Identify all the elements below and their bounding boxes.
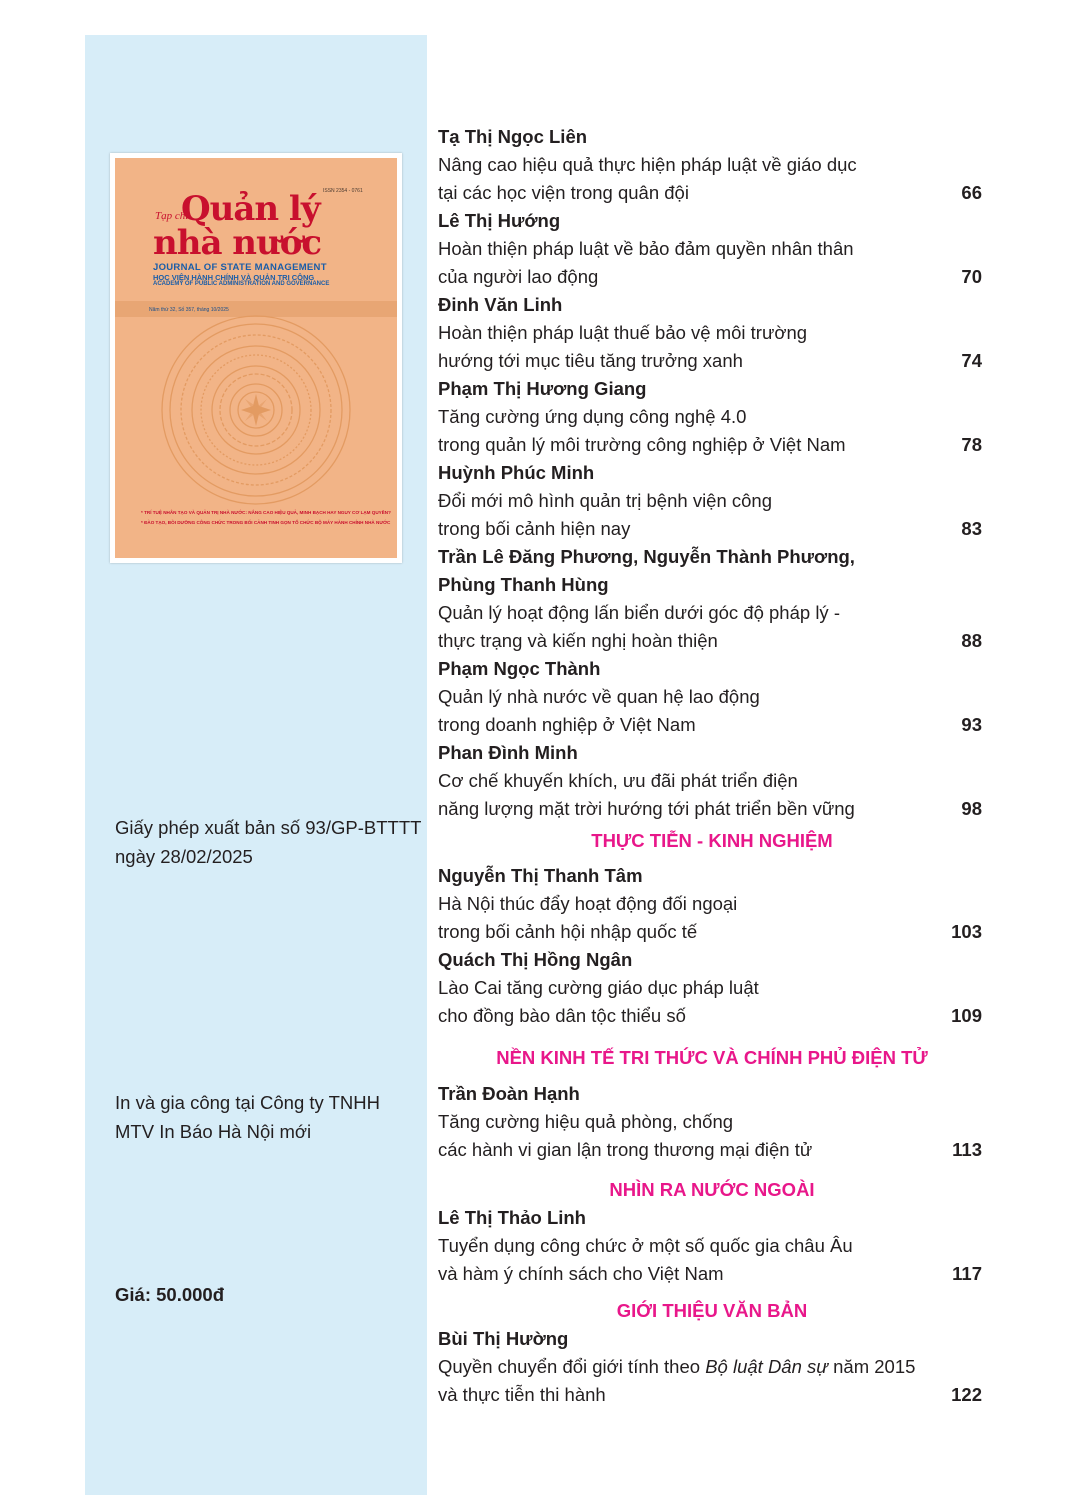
toc-page-number: 98 [961,798,982,819]
section-heading-abroad: NHÌN RA NƯỚC NGOÀI [609,1179,815,1200]
toc-title-line: cho đồng bào dân tộc thiểu số [438,1005,686,1026]
toc-author: Nguyễn Thị Thanh Tâm [438,865,643,886]
toc-entry [438,739,986,823]
printer-line-1: In và gia công tại Công ty TNHH [115,1092,380,1113]
toc-page-number: 88 [961,630,982,651]
toc-author: Lê Thị Thảo Linh [438,1207,586,1228]
bronze-drum-illustration [133,315,379,505]
toc-title-line: Tăng cường hiệu quả phòng, chống [438,1111,734,1132]
toc-title-line: Quản lý nhà nước về quan hệ lao động [438,686,760,707]
price: Giá: 50.000đ [115,1284,225,1305]
toc-author: Phạm Thị Hương Giang [438,378,647,399]
toc-title-line: và thực tiễn thi hành [438,1384,606,1405]
magazine-cover [110,153,402,563]
license-line-1: Giấy phép xuất bản số 93/GP-BTTTT [115,817,422,838]
printer-line-2: MTV In Báo Hà Nội mới [115,1121,312,1142]
cover-tap-chi: Tạp chí [155,210,189,222]
toc-title-line: Hà Nội thúc đẩy hoạt động đối ngoại [438,893,738,914]
toc-title-line: Lào Cai tăng cường giáo dục pháp luật [438,977,759,998]
publishing-license [115,813,421,871]
toc-author: Tạ Thị Ngọc Liên [438,126,588,147]
cover-academy-en: ACADEMY OF PUBLIC ADMINISTRATION AND GOVERNANCE [153,281,330,287]
section-heading-practice: THỰC TIỄN - KINH NGHIỆM [591,830,833,851]
toc-page-number: 113 [952,1139,982,1160]
toc-title-line: của người lao động [438,266,599,287]
toc-title-line: năng lượng mặt trời hướng tới phát triển bền vững [438,798,855,819]
toc-page-number: 70 [961,266,982,287]
section-heading-documents: GIỚI THIỆU VĂN BẢN [616,1300,808,1321]
section-heading-knowledge-economy: NỀN KINH TẾ TRI THỨC VÀ CHÍNH PHỦ ĐIỆN TỬ [496,1047,928,1068]
cover-title-line2: nhà nước [153,223,322,263]
toc-author: Trần Đoàn Hạnh [438,1083,580,1104]
toc-title-line: trong bối cảnh hội nhập quốc tế [438,921,698,942]
toc-page-number: 109 [951,1005,982,1026]
cover-journal-en: JOURNAL OF STATE MANAGEMENT [153,262,327,273]
toc-author: Huỳnh Phúc Minh [438,462,595,483]
toc-entry [438,862,986,946]
toc-entry [438,459,986,543]
toc-title-line: Hoàn thiện pháp luật thuế bảo vệ môi trường [438,322,808,343]
toc-page-number: 78 [961,434,982,455]
toc-title-line: trong quản lý môi trường công nghiệp ở Việt Nam [438,434,846,455]
toc-page-number: 122 [951,1384,982,1405]
toc-author: Quách Thị Hồng Ngân [438,949,633,970]
toc-title-line: tại các học viện trong quân đội [438,182,689,203]
cover-title-line1: Quản lý [181,189,320,229]
toc-entry [438,123,986,207]
toc-author: Phạm Ngọc Thành [438,658,601,679]
table-of-contents [438,123,986,1409]
toc-page-number: 103 [951,921,982,942]
cover-headline-1: * TRÍ TUỆ NHÂN TẠO VÀ QUẢN TRỊ NHÀ NƯỚC: NÂNG CAO HIỆU QUẢ, MINH BẠCH HAY NGUY CƠ LẠM QUYỀN? [141,510,391,515]
toc-title-line: và hàm ý chính sách cho Việt Nam [438,1263,724,1284]
toc-title-line: các hành vi gian lận trong thương mại điện tử [438,1139,813,1160]
cover-issn: ISSN 2354 - 0761 [323,188,363,194]
toc-entry [438,1080,986,1164]
toc-entry [438,543,986,655]
toc-entry [438,291,986,375]
toc-author: Bùi Thị Hường [438,1328,569,1349]
toc-title-line: hướng tới mục tiêu tăng trưởng xanh [438,350,743,371]
toc-entry [438,375,986,459]
license-line-2: ngày 28/02/2025 [115,846,253,867]
toc-title-line: Cơ chế khuyến khích, ưu đãi phát triển điện [438,770,798,791]
cover-academy-vn: HỌC VIỆN HÀNH CHÍNH VÀ QUẢN TRỊ CÔNG [153,273,315,282]
toc-title-line: thực trạng và kiến nghị hoàn thiện [438,630,718,651]
printer-info [115,1088,380,1146]
toc-title-line: Tăng cường ứng dụng công nghệ 4.0 [438,406,747,427]
toc-page-number: 74 [961,350,982,371]
toc-page-number: 83 [961,518,982,539]
toc-title-line: trong doanh nghiệp ở Việt Nam [438,714,696,735]
toc-author: Trần Lê Đăng Phương, Nguyễn Thành Phương, [438,546,855,567]
toc-entry [438,1204,986,1288]
toc-entry [438,946,986,1030]
toc-title-line: Nâng cao hiệu quả thực hiện pháp luật về giáo dục [438,154,857,175]
toc-entry [438,655,986,739]
toc-title-text: năm 2015 [828,1356,916,1377]
toc-author: Phùng Thanh Hùng [438,574,609,595]
cover-art [115,158,397,558]
cover-headline-2: * ĐÀO TẠO, BỒI DƯỠNG CÔNG CHỨC TRONG BỐI CẢNH TINH GỌN TỔ CHỨC BỘ MÁY HÀNH CHÍNH NHÀ NƯỚC [141,520,391,525]
toc-author: Phan Đình Minh [438,742,578,763]
toc-title-text: Quyền chuyển đổi giới tính theo [438,1356,706,1377]
toc-title-line: Quản lý hoạt động lấn biển dưới góc độ pháp lý - [438,602,840,623]
toc-title-line: Hoàn thiện pháp luật về bảo đảm quyền nhân thân [438,238,854,259]
toc-entry [438,207,986,291]
toc-author: Lê Thị Hướng [438,210,561,231]
cover-issue: Năm thứ 32, Số 357, tháng 10/2025 [149,307,229,313]
toc-page-number: 93 [961,714,982,735]
toc-title-italic: Bộ luật Dân sự [705,1356,828,1377]
toc-page-number: 117 [952,1263,982,1284]
toc-title-line: Tuyển dụng công chức ở một số quốc gia châu Âu [438,1235,853,1256]
toc-page-number: 66 [961,182,982,203]
toc-title-line [438,1353,986,1381]
toc-title-line: trong bối cảnh hiện nay [438,518,631,539]
toc-entry [438,1325,986,1409]
toc-title-line: Đổi mới mô hình quản trị bệnh viện công [438,490,773,511]
toc-author: Đinh Văn Linh [438,294,563,315]
